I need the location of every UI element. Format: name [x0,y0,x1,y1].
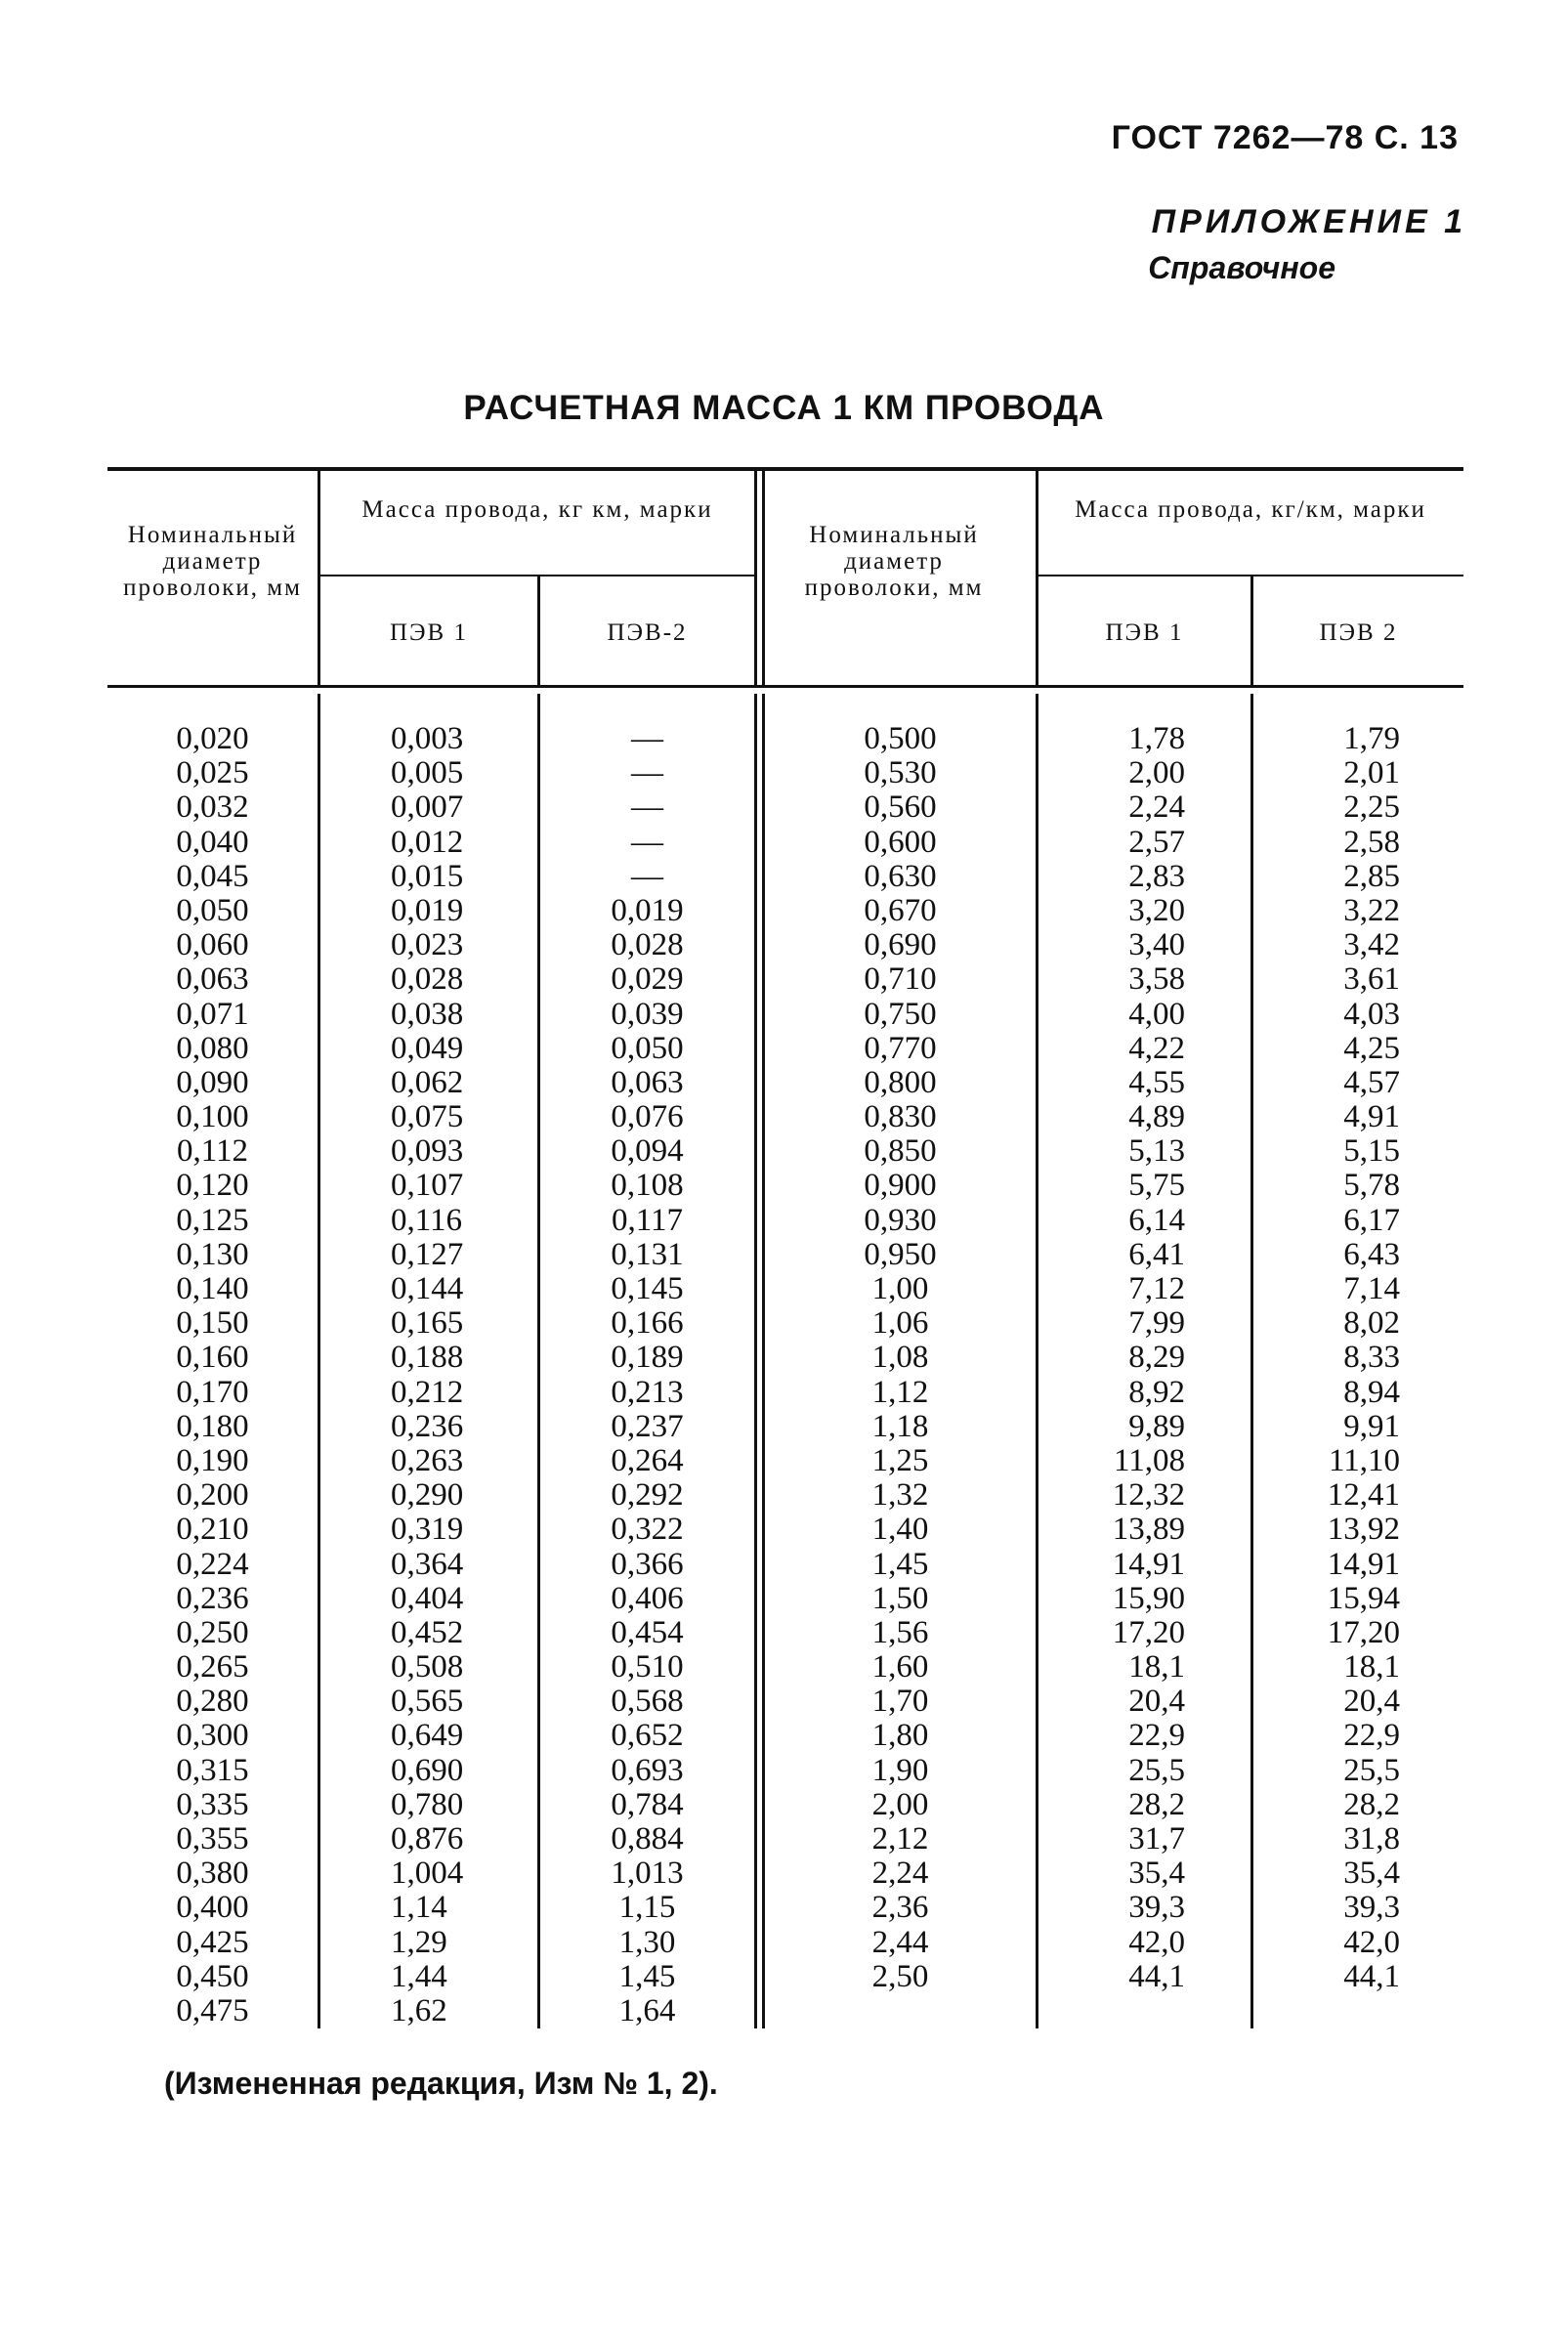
table-cell: 0,049 [391,1030,464,1066]
right-brand2-header: ПЭВ 2 [1319,619,1398,646]
table-cell: 0,015 [391,858,464,894]
table-cell: 2,58 [1343,824,1400,860]
table-cell: 0,335 [176,1786,249,1822]
table-cell: 44,1 [1128,1958,1185,1994]
table-cell: 0,050 [611,1030,684,1066]
right-pev1-column [1038,722,1185,1994]
table-cell: 0,670 [864,892,937,928]
table-cell: 2,01 [1343,755,1400,791]
table-cell: — [631,858,663,894]
table-cell: 0,040 [176,824,249,860]
right-pev2-column [1253,722,1400,1994]
table-cell: 0,250 [176,1614,249,1650]
table-cell: 4,22 [1128,1030,1185,1066]
left-pev1-column [391,722,537,2028]
table-cell: 44,1 [1343,1958,1400,1994]
table-cell: 0,075 [391,1099,464,1135]
table-cell: 0,063 [611,1064,684,1100]
left-pev2-column [540,722,754,2028]
table-cell: 28,2 [1128,1786,1185,1822]
divider [1036,467,1038,688]
table-cell: 0,020 [176,721,249,756]
table-cell: 0,690 [391,1752,464,1788]
table-cell: 0,565 [391,1684,464,1720]
table-cell: 1,45 [618,1958,676,1994]
table-cell: 0,032 [176,789,249,826]
table-cell: 0,450 [176,1958,249,1994]
table-cell: 1,60 [871,1649,929,1686]
table-cell: 0,800 [864,1064,937,1100]
table-cell: 0,454 [611,1614,684,1650]
table-cell: 0,236 [176,1580,249,1616]
table-cell: 0,125 [176,1202,249,1238]
table-cell: 35,4 [1343,1856,1400,1892]
table-cell: 1,90 [871,1752,929,1788]
table-cell: 0,364 [391,1546,464,1582]
table-cell: 0,475 [176,1992,249,2028]
table-cell: 8,02 [1343,1305,1400,1342]
table-cell: 0,770 [864,1030,937,1066]
table-cell: 22,9 [1128,1718,1185,1754]
table-cell: 0,189 [611,1340,684,1376]
table-cell: 0,212 [391,1374,464,1410]
table-cell: 25,5 [1343,1752,1400,1788]
table-cell: 31,8 [1343,1821,1400,1856]
table-cell: — [631,789,663,826]
table-cell: 1,00 [871,1271,929,1306]
table-cell: 11,10 [1328,1442,1400,1478]
table-cell: 0,060 [176,927,249,963]
table-cell: 0,180 [176,1408,249,1444]
table-cell: 0,568 [611,1684,684,1720]
table-cell: 3,20 [1128,892,1185,928]
table-cell: 20,4 [1128,1684,1185,1720]
table-cell: 6,14 [1128,1202,1185,1238]
table-cell: 8,33 [1343,1340,1400,1376]
table-cell: 0,045 [176,858,249,894]
table-cell: 1,14 [391,1890,447,1926]
table-cell: 0,264 [611,1442,684,1478]
table-cell: 0,062 [391,1064,464,1100]
table-cell: 0,290 [391,1477,464,1514]
table-cell: 0,236 [391,1408,464,1444]
table-cell: 11,08 [1113,1442,1185,1478]
table-cell: 6,17 [1343,1202,1400,1238]
table-cell: 0,019 [391,892,464,928]
table-cell: 1,78 [1128,721,1185,756]
table-cell: 0,366 [611,1546,684,1582]
table-cell: 42,0 [1343,1924,1400,1960]
table-header-rule [107,685,1463,688]
table-cell: 1,013 [611,1856,684,1892]
table-cell: 0,900 [864,1168,937,1204]
table-cell: 0,319 [391,1512,464,1548]
table-cell: 5,13 [1128,1133,1185,1170]
table-cell: 0,315 [176,1752,249,1788]
table-cell: — [631,824,663,860]
table-cell: 0,120 [176,1168,249,1204]
table-cell: 0,116 [391,1202,463,1238]
table-cell: 0,108 [611,1168,684,1204]
table-cell: 3,40 [1128,927,1185,963]
table-cell: 0,213 [611,1374,684,1410]
divider [762,467,765,688]
appendix-label: ПРИЛОЖЕНИЕ 1 [1151,203,1466,240]
table-cell: 0,039 [611,996,684,1032]
table-cell: 1,44 [391,1958,447,1994]
table-cell: 12,41 [1327,1477,1400,1514]
table-cell: 0,076 [611,1099,684,1135]
table-cell: 1,32 [871,1477,929,1514]
table-cell: 0,850 [864,1133,937,1170]
table-cell: 0,063 [176,961,249,998]
table-cell: 0,508 [391,1649,464,1686]
table-cell: 0,265 [176,1649,249,1686]
divider [754,467,757,688]
table-cell: 2,25 [1343,789,1400,826]
table-cell: 0,160 [176,1340,249,1376]
table-cell: 4,03 [1343,996,1400,1032]
table-cell: 0,406 [611,1580,684,1616]
table-cell: 0,130 [176,1236,249,1272]
table-cell: 1,18 [871,1408,929,1444]
table-cell: 0,500 [864,721,937,756]
table-cell: 0,400 [176,1890,249,1926]
table-cell: 0,452 [391,1614,464,1650]
table-cell: 0,150 [176,1305,249,1342]
table-cell: 1,29 [391,1924,447,1960]
table-cell: 0,144 [391,1271,464,1306]
right-diameter-header: Номинальный диаметр проволоки, мм [804,522,984,601]
table-cell: 0,188 [391,1340,464,1376]
table-cell: 8,94 [1343,1374,1400,1410]
table-cell: 2,00 [871,1786,929,1822]
table-cell: 4,25 [1343,1030,1400,1066]
table-cell: 13,89 [1112,1512,1185,1548]
table-cell: 1,70 [871,1684,929,1720]
table-cell: 0,019 [611,892,684,928]
left-mass-header: Масса провода, кг км, марки [361,496,713,523]
table-cell: 18,1 [1128,1649,1185,1686]
table-cell: 4,57 [1343,1064,1400,1100]
table-cell: 0,693 [611,1752,684,1788]
table-cell: 42,0 [1128,1924,1185,1960]
table-cell: 1,50 [871,1580,929,1616]
table-cell: 5,78 [1343,1168,1400,1204]
table-cell: — [631,755,663,791]
table-cell: 0,131 [611,1236,684,1272]
table-cell: 0,560 [864,789,937,826]
table-cell: 6,43 [1343,1236,1400,1272]
table-cell: 39,3 [1343,1890,1400,1926]
table-cell: 1,004 [391,1856,464,1892]
table-cell: 1,45 [871,1546,929,1582]
table-cell: 1,80 [871,1718,929,1754]
table-cell: 4,89 [1128,1099,1185,1135]
table-cell: 0,140 [176,1271,249,1306]
table-cell: 1,64 [618,1992,676,2028]
table-cell: 1,12 [871,1374,929,1410]
table-cell: 3,61 [1343,961,1400,998]
table-cell: 0,117 [611,1202,684,1238]
table-cell: 7,12 [1128,1271,1185,1306]
table-cell: 5,15 [1343,1133,1400,1170]
table-cell: 1,25 [871,1442,929,1478]
table-cell: 2,83 [1128,858,1185,894]
table-cell: 8,92 [1128,1374,1185,1410]
document-reference: ГОСТ 7262—78 С. 13 [1111,119,1459,156]
header-subrule [320,575,754,576]
table-cell: 18,1 [1343,1649,1400,1686]
table-cell: 2,24 [1128,789,1185,826]
table-cell: 0,050 [176,892,249,928]
table-cell: 1,08 [871,1340,929,1376]
table-cell: 0,003 [391,721,464,756]
appendix-type: Справочное [1148,250,1335,285]
table-cell: 0,237 [611,1408,684,1444]
table-cell: 0,300 [176,1718,249,1754]
table-cell: 0,649 [391,1718,464,1754]
table-cell: 0,005 [391,755,464,791]
table-cell: 17,20 [1112,1614,1185,1650]
table-cell: 0,884 [611,1821,684,1856]
table-cell: 0,145 [611,1271,684,1306]
table-cell: 0,710 [864,961,937,998]
table-cell: 2,24 [871,1856,929,1892]
table-cell: 0,080 [176,1030,249,1066]
table-cell: 2,50 [871,1958,929,1994]
table-cell: 2,57 [1128,824,1185,860]
table-cell: — [631,721,663,756]
table-cell: 35,4 [1128,1856,1185,1892]
table-cell: 3,58 [1128,961,1185,998]
table-cell: 5,75 [1128,1168,1185,1204]
table-cell: 0,107 [391,1168,464,1204]
left-diameter-header: Номинальный диаметр проволоки, мм [123,522,302,601]
page-title: РАСЧЕТНАЯ МАССА 1 КМ ПРОВОДА [463,389,1105,427]
table-cell: 0,404 [391,1580,464,1616]
table-cell: 0,690 [864,927,937,963]
table-cell: 0,280 [176,1684,249,1720]
table-cell: 1,40 [871,1512,929,1548]
table-cell: 2,36 [871,1890,929,1926]
table-cell: 0,950 [864,1236,937,1272]
table-cell: 1,79 [1343,721,1400,756]
table-cell: 20,4 [1343,1684,1400,1720]
table-cell: 0,025 [176,755,249,791]
table-cell: 0,784 [611,1786,684,1822]
table-cell: 15,94 [1327,1580,1400,1616]
table-cell: 2,12 [871,1821,929,1856]
table-cell: 13,92 [1327,1512,1400,1548]
table-cell: 1,06 [871,1305,929,1342]
table-cell: 31,7 [1128,1821,1185,1856]
divider [318,467,320,688]
left-diameter-column [107,722,318,2028]
table-cell: 8,29 [1128,1340,1185,1376]
table-cell: 1,62 [391,1992,447,2028]
table-cell: 0,380 [176,1856,249,1892]
table-cell: 9,91 [1343,1408,1400,1444]
table-cell: 2,00 [1128,755,1185,791]
table-cell: 0,930 [864,1202,937,1238]
table-top-rule [107,467,1463,471]
header-subrule [1038,575,1463,576]
table-cell: 1,56 [871,1614,929,1650]
table-cell: 0,028 [391,961,464,998]
table-cell: 0,510 [611,1649,684,1686]
table-cell: 0,750 [864,996,937,1032]
table-cell: 4,00 [1128,996,1185,1032]
table-cell: 25,5 [1128,1752,1185,1788]
table-cell: 39,3 [1128,1890,1185,1926]
table-cell: 0,071 [176,996,249,1032]
table-cell: 0,210 [176,1512,249,1548]
table-cell: 0,600 [864,824,937,860]
table-cell: 2,85 [1343,858,1400,894]
table-cell: 0,090 [176,1064,249,1100]
left-brand1-header: ПЭВ 1 [390,619,468,646]
table-cell: 0,112 [176,1133,249,1170]
table-cell: 15,90 [1112,1580,1185,1616]
table-cell: 0,093 [391,1133,464,1170]
table-cell: 0,652 [611,1718,684,1754]
divider [318,694,320,2028]
table-cell: 0,170 [176,1374,249,1410]
table-cell: 12,32 [1112,1477,1185,1514]
table-cell: 0,166 [611,1305,684,1342]
table-cell: 4,55 [1128,1064,1185,1100]
table-cell: 2,44 [871,1924,929,1960]
table-cell: 3,22 [1343,892,1400,928]
right-mass-header: Масса провода, кг/км, марки [1075,496,1426,523]
right-brand1-header: ПЭВ 1 [1105,619,1184,646]
amendment-note: (Измененная редакция, Изм № 1, 2). [164,2066,718,2101]
table-cell: 0,200 [176,1477,249,1514]
table-cell: 14,91 [1327,1546,1400,1582]
table-cell: 0,530 [864,755,937,791]
table-cell: 0,094 [611,1133,684,1170]
table-cell: 0,780 [391,1786,464,1822]
divider [754,694,757,2028]
table-cell: 28,2 [1343,1786,1400,1822]
table-cell: 0,322 [611,1512,684,1548]
table-cell: 0,292 [611,1477,684,1514]
table-cell: 22,9 [1343,1718,1400,1754]
table-cell: 0,165 [391,1305,464,1342]
table-cell: 1,15 [618,1890,676,1926]
table-cell: 0,876 [391,1821,464,1856]
table-cell: 0,355 [176,1821,249,1856]
table-cell: 4,91 [1343,1099,1400,1135]
table-cell: 0,012 [391,824,464,860]
table-cell: 0,224 [176,1546,249,1582]
table-cell: 14,91 [1112,1546,1185,1582]
table-cell: 0,425 [176,1924,249,1960]
table-cell: 17,20 [1327,1614,1400,1650]
table-cell: 7,99 [1128,1305,1185,1342]
table-cell: 0,028 [611,927,684,963]
table-cell: 1,30 [618,1924,676,1960]
right-diameter-column [765,722,1036,1994]
table-cell: 0,023 [391,927,464,963]
table-cell: 7,14 [1343,1271,1400,1306]
table-cell: 0,830 [864,1099,937,1135]
table-cell: 6,41 [1128,1236,1185,1272]
table-cell: 0,100 [176,1099,249,1135]
table-cell: 3,42 [1343,927,1400,963]
table-cell: 0,038 [391,996,464,1032]
table-cell: 0,190 [176,1442,249,1478]
table-cell: 0,029 [611,961,684,998]
table-cell: 0,630 [864,858,937,894]
table-cell: 0,007 [391,789,464,826]
table-cell: 0,263 [391,1442,464,1478]
table-cell: 0,127 [391,1236,464,1272]
table-cell: 9,89 [1128,1408,1185,1444]
left-brand2-header: ПЭВ-2 [607,619,688,646]
